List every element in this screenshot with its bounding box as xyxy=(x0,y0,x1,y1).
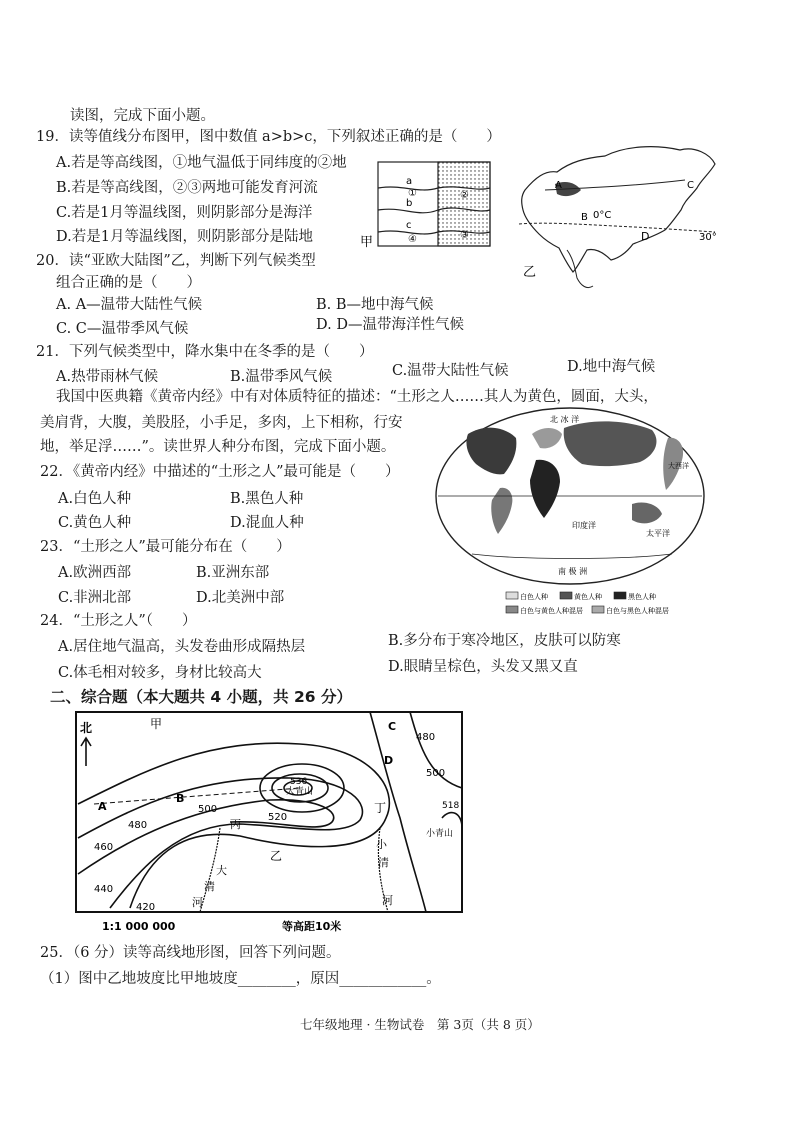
place-b: B xyxy=(176,792,185,805)
jia-figure-label: 甲 xyxy=(360,235,374,250)
legend-black: 黑色人种 xyxy=(628,593,656,601)
q23-option-c: C.非洲北部 xyxy=(58,590,132,606)
q19-option-b: B.若是等高线图，②③两地可能发育河流 xyxy=(56,180,318,196)
place-yi: 乙 xyxy=(270,849,283,863)
place-d: D xyxy=(384,754,394,767)
q21-option-b: B.温带季风气候 xyxy=(230,369,333,385)
place-ding: 丁 xyxy=(374,801,387,815)
contour-interval: 等高距10米 xyxy=(282,920,342,933)
contour-480: 480 xyxy=(128,820,148,831)
place-c: C xyxy=(388,720,397,733)
q22-option-b: B.黑色人种 xyxy=(230,491,304,507)
jia-label-c: c xyxy=(406,220,412,231)
q24-option-c: C.体毛相对较多，身材比较高大 xyxy=(58,665,262,681)
q20-stem-line1: 20．读“亚欧大陆图”乙，判断下列气候类型 xyxy=(36,253,316,269)
contour-460: 460 xyxy=(94,842,114,853)
contour-520: 520 xyxy=(268,812,288,823)
q22-option-a: A.白色人种 xyxy=(58,491,132,507)
figure-jia-isoline xyxy=(358,158,498,250)
q19-option-c: C.若是1月等温线图，则阴影部分是海洋 xyxy=(56,205,313,221)
jia-point-2: ② xyxy=(460,190,469,201)
figure-contour-map xyxy=(70,708,466,934)
legend-white-yellow: 白色与黄色人种混居 xyxy=(520,607,583,615)
figure-world-race-map xyxy=(432,404,712,624)
yi-point-a: A xyxy=(555,180,562,191)
q23-option-b: B.亚洲东部 xyxy=(196,565,270,581)
q25-sub1: （1）图中乙地坡度比甲地坡度________，原因____________。 xyxy=(40,971,441,987)
race-map-pacific: 太平洋 xyxy=(646,529,670,538)
q22-option-d: D.混血人种 xyxy=(230,515,304,531)
river2-char2: 清 xyxy=(378,856,389,869)
q21-option-a: A.热带雨林气候 xyxy=(56,369,159,385)
place-jia: 甲 xyxy=(150,717,163,731)
river2-char1: 小 xyxy=(376,838,387,851)
race-map-atlantic: 大西洋 xyxy=(668,462,689,470)
place-a: A xyxy=(98,800,107,813)
q24-option-d: D.眼睛呈棕色，头发又黑又直 xyxy=(388,659,578,675)
legend-yellow: 黄色人种 xyxy=(574,593,602,601)
map-scale: 1:1 000 000 xyxy=(102,920,176,933)
jia-point-4: ④ xyxy=(408,234,417,245)
q20-option-b: B. B—地中海气候 xyxy=(316,297,434,313)
q24-option-a: A.居住地气温高，头发卷曲形成隔热层 xyxy=(58,639,306,655)
race-map-indian-ocean: 印度洋 xyxy=(572,521,596,530)
yi-point-b: B xyxy=(581,212,588,223)
contour-500: 500 xyxy=(198,804,218,815)
peak-big-qingshan: 大青山 xyxy=(286,787,314,797)
jia-point-1: ① xyxy=(408,188,417,199)
page-footer: 七年级地理 · 生物试卷 第 3页（共 8 页） xyxy=(300,1017,540,1032)
race-map-arctic-ocean: 北 冰 洋 xyxy=(550,415,580,424)
passage-line3: 地，举足浮……”。读世界人种分布图，完成下面小题。 xyxy=(40,439,396,455)
peak-small-qingshan: 小青山 xyxy=(426,829,454,839)
q19-stem: 19．读等值线分布图甲，图中数值 a>b>c，下列叙述正确的是（ ） xyxy=(36,129,501,145)
river1-char3: 河 xyxy=(192,896,203,909)
passage-line1: 我国中医典籍《黄帝内经》中有对体质特征的描述：“土形之人……其人为黄色，圆面，大头， xyxy=(56,389,658,405)
q20-stem-line2: 组合正确的是（ ） xyxy=(56,275,201,291)
q23-option-d: D.北美洲中部 xyxy=(196,590,285,606)
jia-point-3: ③ xyxy=(460,230,469,241)
yi-lat-label: 30° xyxy=(699,232,717,243)
peak-small-elev: 518 xyxy=(442,801,460,811)
contour-500-east: 500 xyxy=(426,768,446,779)
yi-point-d: D xyxy=(641,230,650,243)
q20-option-c: C. C—温带季风气候 xyxy=(56,321,189,337)
river1-char1: 大 xyxy=(216,864,227,877)
q19-option-d: D.若是1月等温线图，则阴影部分是陆地 xyxy=(56,229,313,245)
jia-label-b: b xyxy=(406,198,413,209)
jia-label-a: a xyxy=(406,176,413,187)
legend-white: 白色人种 xyxy=(520,593,548,601)
river1-char2: 清 xyxy=(204,880,215,893)
figure-yi-eurasia-map xyxy=(515,140,725,300)
q25-stem: 25．（6 分）读等高线地形图，回答下列问题。 xyxy=(40,945,341,961)
race-map-antarctica: 南 极 洲 xyxy=(558,567,588,576)
q21-stem: 21．下列气候类型中，降水集中在冬季的是（ ） xyxy=(36,344,374,360)
q19-option-a: A.若是等高线图，①地气温低于同纬度的②地 xyxy=(56,155,347,171)
q22-stem: 22．《黄帝内经》中描述的“土形之人”最可能是（ ） xyxy=(40,464,400,480)
yi-temp-label: 0°C xyxy=(593,210,612,221)
q21-option-c: C.温带大陆性气候 xyxy=(392,363,509,379)
q20-option-a: A. A—温带大陆性气候 xyxy=(56,297,203,313)
contour-480-east: 480 xyxy=(416,732,436,743)
place-bing: 丙 xyxy=(230,818,241,831)
river2-char3: 河 xyxy=(382,894,393,907)
contour-420: 420 xyxy=(136,902,156,913)
yi-point-c: C xyxy=(687,180,694,191)
intro-text: 读图，完成下面小题。 xyxy=(70,108,215,124)
yi-figure-label: 乙 xyxy=(523,265,537,280)
peak-big-elev: 536 xyxy=(290,777,308,787)
section-2-heading: 二、综合题（本大题共 4 小题，共 26 分） xyxy=(50,688,352,706)
q23-option-a: A.欧洲西部 xyxy=(58,565,132,581)
q21-option-d: D.地中海气候 xyxy=(567,359,656,375)
q22-option-c: C.黄色人种 xyxy=(58,515,132,531)
q24-stem: 24．“土形之人”（ ） xyxy=(40,613,197,629)
legend-white-black: 白色与黑色人种混居 xyxy=(606,607,669,615)
q24-option-b: B.多分布于寒冷地区，皮肤可以防寒 xyxy=(388,633,621,649)
q20-option-d: D. D—温带海洋性气候 xyxy=(316,317,464,333)
contour-440: 440 xyxy=(94,884,114,895)
q23-stem: 23．“土形之人”最可能分布在（ ） xyxy=(40,539,291,555)
passage-line2: 美肩背，大腹，美股胫，小手足，多肉，上下相称，行安 xyxy=(40,415,403,431)
north-label: 北 xyxy=(80,721,93,735)
